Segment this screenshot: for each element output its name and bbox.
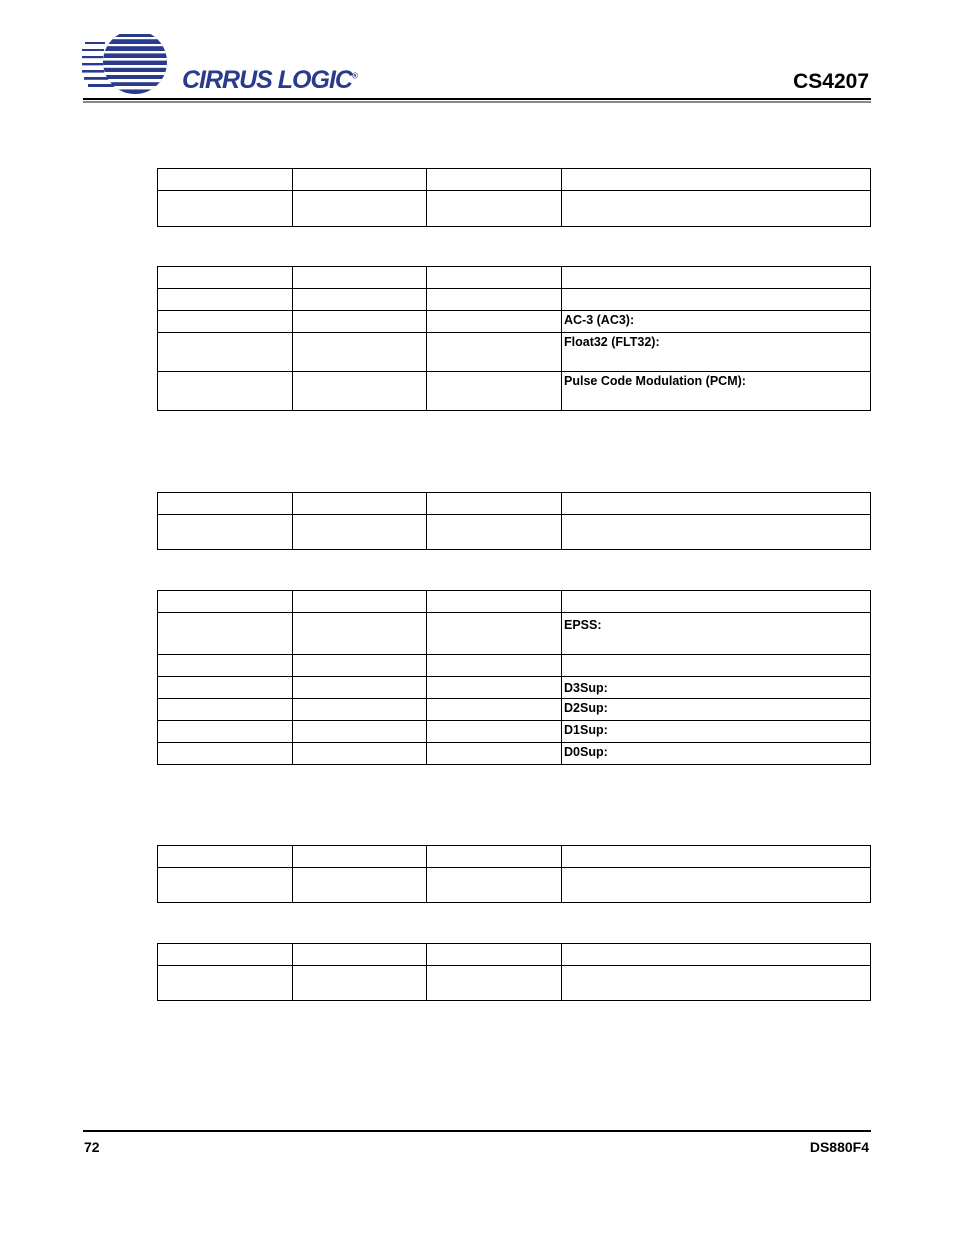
table-cell [562,591,871,613]
table-row [158,493,871,515]
table-cell [427,655,562,677]
table-cell [427,699,562,721]
table-cell [427,944,562,966]
table-cell [293,613,427,655]
table-cell [562,191,871,227]
table-cell [562,944,871,966]
table-cell [293,267,427,289]
table-cell [293,944,427,966]
table-cell [427,591,562,613]
table-row [158,655,871,677]
table-row [158,289,871,311]
table-cell [427,333,562,372]
table-cell [427,613,562,655]
field-d1sup: D1Sup: [562,721,871,743]
table-cell [293,966,427,1001]
table-cell [562,169,871,191]
register-table-6 [157,943,871,1001]
table-cell [293,333,427,372]
table-cell [562,267,871,289]
table-cell [427,677,562,699]
table-row [158,333,871,372]
table-cell [293,289,427,311]
field-ac3: AC-3 (AC3): [562,311,871,333]
table-cell [158,966,293,1001]
table-cell [158,169,293,191]
table-row [158,267,871,289]
table-cell [427,743,562,765]
table-cell [293,743,427,765]
register-table-4 [157,590,871,765]
table-row [158,311,871,333]
table-cell [293,515,427,550]
table-cell [562,846,871,868]
logo-brand-text: CIRRUS LOGIC [182,66,352,94]
table-cell [158,846,293,868]
table-cell [158,699,293,721]
table-cell [293,868,427,903]
table-row [158,868,871,903]
table-cell [158,613,293,655]
logo-registered-mark: ® [351,71,357,81]
table-cell [293,493,427,515]
page-number: 72 [84,1139,100,1155]
table-row [158,591,871,613]
table-cell [158,515,293,550]
table-cell [158,311,293,333]
table-row [158,944,871,966]
field-epss: EPSS: [562,613,871,655]
document-id: DS880F4 [809,1139,869,1155]
table-cell [158,944,293,966]
table-cell [427,169,562,191]
table-cell [158,743,293,765]
register-table-2 [157,266,871,411]
table-cell [158,267,293,289]
table-cell [293,191,427,227]
table-row [158,721,871,743]
register-table-5 [157,845,871,903]
table-cell [158,493,293,515]
table-cell [293,846,427,868]
logo-wordmark [182,66,357,95]
register-table-3 [157,492,871,550]
table-cell [158,721,293,743]
table-cell [427,721,562,743]
table-row [158,846,871,868]
table-row [158,372,871,411]
table-cell [427,966,562,1001]
table-cell [562,868,871,903]
table-cell [293,372,427,411]
table-cell [158,372,293,411]
table-cell [158,868,293,903]
table-row [158,677,871,699]
table-row [158,966,871,1001]
table-cell [293,591,427,613]
table-cell [293,169,427,191]
field-float32: Float32 (FLT32): [562,333,871,372]
table-cell [293,655,427,677]
field-d0sup: D0Sup: [562,743,871,765]
table-row [158,169,871,191]
field-pcm: Pulse Code Modulation (PCM): [562,372,871,411]
table-cell [562,515,871,550]
table-cell [293,677,427,699]
table-cell [158,333,293,372]
table-cell [158,655,293,677]
table-row [158,743,871,765]
table-cell [293,699,427,721]
table-cell [562,966,871,1001]
register-table-1 [157,168,871,227]
table-cell [427,515,562,550]
table-cell [427,846,562,868]
table-row [158,613,871,655]
table-cell [158,591,293,613]
table-cell [427,868,562,903]
table-cell [427,311,562,333]
table-cell [427,372,562,411]
table-row [158,191,871,227]
table-row [158,699,871,721]
cirrus-logic-logo [82,34,357,96]
table-cell [562,493,871,515]
table-cell [293,721,427,743]
table-cell [427,289,562,311]
table-cell [562,655,871,677]
field-d2sup: D2Sup: [562,699,871,721]
header-divider [83,98,871,103]
field-d3sup: D3Sup: [562,677,871,699]
footer-divider [83,1130,871,1132]
table-cell [158,677,293,699]
table-cell [427,267,562,289]
table-row [158,515,871,550]
table-cell [158,191,293,227]
table-cell [427,493,562,515]
table-cell [158,289,293,311]
table-cell [562,289,871,311]
table-cell [427,191,562,227]
table-cell [293,311,427,333]
document-title: CS4207 [793,70,869,93]
